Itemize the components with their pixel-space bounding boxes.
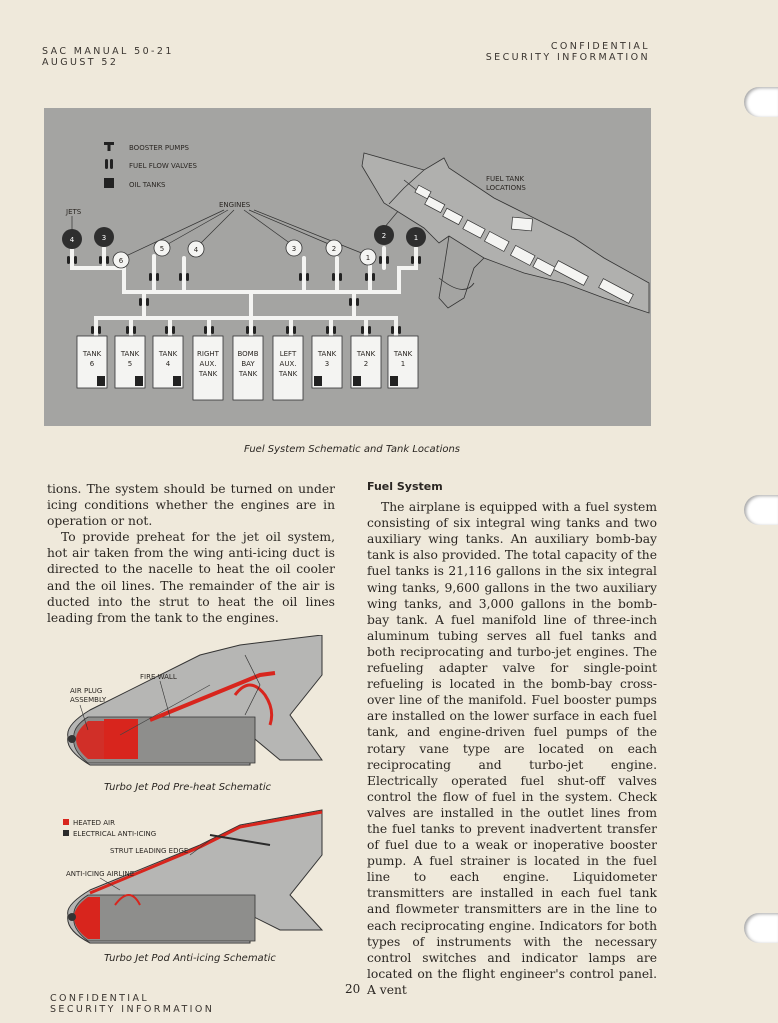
engine-6: 6 [118,257,124,265]
left-paragraph-1: tions. The system should be turned on under icing conditions whether the engines are in operation or not. [47,482,335,529]
jet-1: 1 [413,234,419,242]
tank-label-line: TANK [278,370,298,378]
schematic-legend [104,142,198,189]
tank-7 [312,336,342,388]
fire-wall-label: FIRE WALL [140,673,177,681]
legend-valves: FUEL FLOW VALVES [129,162,197,170]
jet-engines-left [62,227,114,249]
right-column [367,479,657,998]
jets-left-label: JETS [66,208,82,216]
tank-label-line: TANK [120,350,140,358]
legend-oil: OIL TANKS [129,181,166,189]
engines-label: ENGINES [219,201,251,209]
anti-icing-airline-label: ANTI-ICING AIRLINE [66,870,135,878]
oil-tank-icon [390,376,398,386]
jet-engines-right [374,225,426,247]
tank-label-line: 6 [89,360,95,368]
left-column [47,481,335,626]
footer-classification-sub: SECURITY INFORMATION [50,1004,215,1015]
oil-tank-icon [135,376,143,386]
page-number: 20 [345,982,361,996]
oil-tank-icon [314,376,322,386]
tank-3 [153,336,183,388]
fuel-tank-locations-label-2: LOCATIONS [486,184,526,192]
tank-label-line: TANK [82,350,102,358]
fuel-system-schematic [44,108,651,426]
tank-5 [233,336,263,400]
air-plug-label-1: AIR PLUG [70,687,103,695]
antiicing-caption: Turbo Jet Pod Anti-icing Schematic [104,953,276,964]
tank-label-line: 1 [400,360,406,368]
schematic-caption: Fuel System Schematic and Tank Locations [244,444,461,455]
tank-label-line: RIGHT [197,350,219,358]
preheat-caption: Turbo Jet Pod Pre-heat Schematic [104,782,272,793]
tank-label-line: 4 [165,360,171,368]
jet-3: 3 [101,234,107,242]
left-paragraph-2: To provide preheat for the jet oil system, hot air taken from the wing anti-icing duct is directed to the nacelle to heat the oil cooler and the oil lines. The remainder of the air is ducted into the strut to heat the oil lines leading from the tank to the engines. [47,530,335,625]
manual-number: SAC MANUAL 50-21 [42,46,174,57]
tank-2 [115,336,145,388]
engine-3: 3 [291,245,297,253]
tank-label-line: 2 [363,360,369,368]
fuel-tanks [77,336,418,400]
header-right [486,41,650,63]
engine-4: 4 [193,246,199,254]
header-left [42,46,174,68]
tank-label-line: 5 [127,360,133,368]
oil-tank-icon [104,178,114,188]
strut-leading-edge-label: STRUT LEADING EDGE [110,847,189,855]
oil-tank-icon [173,376,181,386]
tank-label-line: LEFT [279,350,297,358]
jet-2: 2 [381,232,387,240]
tank-label-line: AUX. [279,360,297,368]
tank-label-line: BAY [241,360,255,368]
binder-hole-bottom [744,913,778,943]
tank-label-line: TANK [158,350,178,358]
tank-label-line: TANK [356,350,376,358]
antiicing-schematic [60,805,330,950]
tank-label-line: TANK [317,350,337,358]
tank-1 [77,336,107,388]
fuel-system-paragraph: The airplane is equipped with a fuel system consisting of six integral wing tanks and two auxiliary wing tanks. An auxiliary bomb-bay tank is also provided. The total capacity of the fuel tanks is 21,116 gallons in the six integral wing tanks, 9,600 gallons in the two auxiliary wing tanks, and 3,000 gallons in the bomb-bay tank. A fuel manifold line of three-inch aluminum tubing serves all fuel tanks and both reciprocating and turbo-jet engines. The refueling adapter valve for single-point refueling is located in the bomb-bay cross-over line of the manifold. Fuel booster pumps are installed on the lower surface in each fuel tank, and engine-driven fuel pumps of the rotary vane type are located on each reciprocating and turbo-jet engine. Electrically operated fuel shut-off valves control the flow of fuel in the system. Check valves are installed in the outlet lines from the fuel tanks to prevent inadvertent transfer of fuel due to a weak or inoperative booster pump. A fuel strainer is located in the fuel line to each engine. Liquidometer transmitters are installed in each fuel tank and flowmeter transmitters are in the line to each reciprocating engine. Indicators for both types of instruments with the necessary control switches and indicator lamps are located on the flight engineer's control panel. A vent [367,500,657,997]
jet-4: 4 [69,236,75,244]
flow-valve-icon [105,159,113,169]
air-plug-label-2: ASSEMBLY [70,696,107,704]
fuel-tank-locations-label-1: FUEL TANK [486,175,525,183]
legend-booster: BOOSTER PUMPS [129,144,189,152]
tank-4 [193,336,223,400]
manual-date: AUGUST 52 [42,57,119,68]
classification: CONFIDENTIAL [550,41,650,52]
tank-label-line: TANK [238,370,258,378]
fuel-system-heading: Fuel System [367,480,443,493]
tank-label-line: TANK [198,370,218,378]
footer-classification: CONFIDENTIAL [50,993,150,1004]
legend-electrical: ELECTRICAL ANTI-ICING [73,830,157,838]
booster-pump-icon [104,142,114,151]
classification-sub: SECURITY INFORMATION [485,52,650,63]
heated-air-swatch [63,819,69,825]
tank-9 [388,336,418,388]
tank-label-line: BOMB [237,350,259,358]
engine-5: 5 [159,245,165,253]
tank-label-line: 3 [324,360,330,368]
preheat-schematic [60,635,330,780]
tank-6 [273,336,303,400]
tank-label-line: AUX. [199,360,217,368]
electrical-swatch [63,830,69,836]
legend-heated-air: HEATED AIR [73,819,115,827]
footer [50,993,214,1015]
tank-label-line: TANK [393,350,413,358]
engine-2: 2 [331,245,337,253]
tank-8 [351,336,381,388]
oil-tank-icon [353,376,361,386]
binder-hole-top [744,87,778,117]
binder-hole-middle [744,495,778,525]
oil-tank-icon [97,376,105,386]
engine-1: 1 [365,254,371,262]
